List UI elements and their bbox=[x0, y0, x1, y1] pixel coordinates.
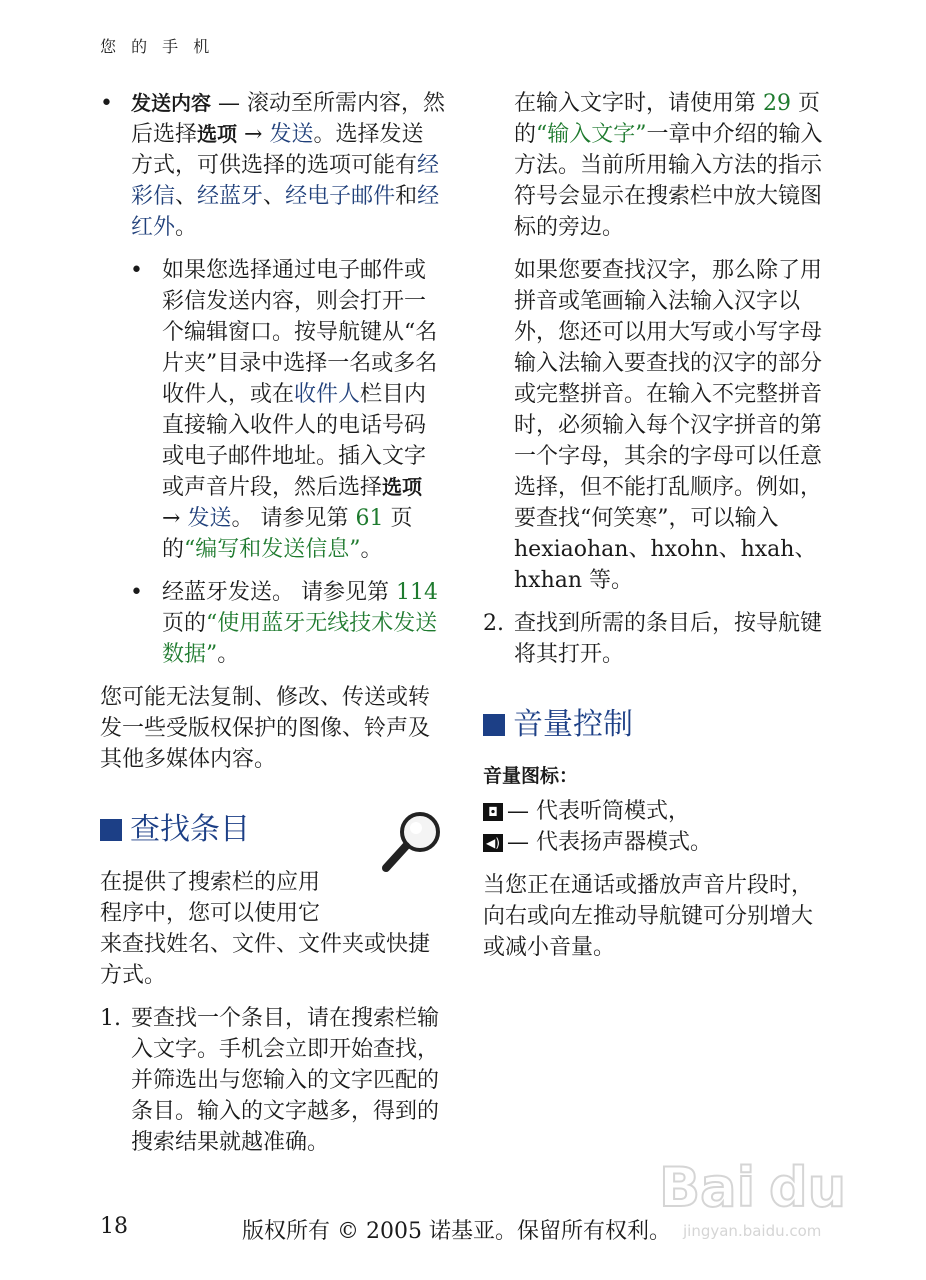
running-header: 您 的 手 机 bbox=[100, 37, 215, 56]
svg-text:jingyan.baidu.com: jingyan.baidu.com bbox=[683, 1222, 822, 1240]
section-heading-volume: 音量控制 bbox=[483, 706, 828, 744]
bullet-marker: • bbox=[130, 258, 143, 283]
step-2: 2. 查找到所需的条目后，按导航键将其打开。 bbox=[483, 608, 828, 670]
step-1: 1. 要查找一个条目，请在搜索栏输入文字。手机会立即开始查找，并筛选出与您输入的文字匹配的条目。输入的文字越多，得到的搜索结果就越准确。 bbox=[100, 1003, 445, 1158]
volume-para: 当您正在通话或播放声音片段时，向右或向左推动导航键可分别增大或减小音量。 bbox=[483, 873, 814, 960]
link-write-send-message[interactable]: “编写和发送信息” bbox=[184, 537, 361, 562]
section-heading-find-items: 查找条目 bbox=[100, 811, 445, 849]
menu-send: 发送 bbox=[187, 506, 232, 531]
menu-send: 发送 bbox=[269, 122, 314, 147]
copyright-note: 您可能无法复制、修改、传送或转发一些受版权保护的图像、铃声及其他多媒体内容。 bbox=[100, 685, 431, 772]
earpiece-icon: ◘ bbox=[483, 803, 503, 821]
find-intro: 在提供了搜索栏的应用 程序中，您可以使用它 来查找姓名、文件、文件夹或快捷方式。 bbox=[100, 870, 431, 988]
page-ref-29[interactable]: 29 bbox=[763, 91, 791, 116]
right-column bbox=[483, 88, 828, 975]
term-send-content: 发送内容 bbox=[131, 91, 211, 115]
step-number: 2. bbox=[483, 611, 504, 636]
copyright-footer: 版权所有 © 2005 诺基亚。保留所有权利。 bbox=[242, 1219, 671, 1244]
option-mms: 经彩信 bbox=[131, 153, 440, 209]
svg-text:Bai: Bai bbox=[659, 1156, 756, 1219]
page-ref-114[interactable]: 114 bbox=[396, 580, 438, 605]
baidu-watermark-logo bbox=[655, 1140, 885, 1250]
field-recipient: 收件人 bbox=[294, 382, 361, 407]
left-column bbox=[100, 88, 445, 1170]
page-number: 18 bbox=[100, 1214, 128, 1239]
menu-options: 选项 bbox=[197, 122, 238, 146]
sub-bullet-email-mms: • 如果您选择通过电子邮件或彩信发送内容，则会打开一个编辑窗口。按导航键从“名片夹”目录中选择一名或多名收件人，或在收件人栏目内直接输入收件人的电话号码或电子邮件地址。插入文字或声音片段，然后选择选项 → 发送。 请参见第 61 页的“编写和发送信息”。 bbox=[100, 255, 445, 565]
option-bluetooth: 经蓝牙 bbox=[197, 184, 264, 209]
sub-bullet-bluetooth: • 经蓝牙发送。 请参见第 114 页的“使用蓝牙无线技术发送数据”。 bbox=[100, 577, 445, 670]
input-method-para: 在输入文字时，请使用第 29 页的“输入文字”一章中介绍的输入方法。当前所用输入方法的指示符号会显示在搜索栏中放大镜图标的旁边。 bbox=[514, 91, 823, 240]
menu-options: 选项 bbox=[382, 475, 423, 499]
volume-icons-label: 音量图标： bbox=[483, 765, 579, 787]
link-bluetooth-send[interactable]: “使用蓝牙无线技术发送数据” bbox=[162, 611, 438, 667]
svg-text:du: du bbox=[769, 1156, 847, 1219]
link-input-text[interactable]: “输入文字” bbox=[536, 122, 647, 147]
speaker-mode-line: ◀) — 代表扬声器模式。 bbox=[483, 827, 828, 858]
loudspeaker-icon: ◀) bbox=[483, 834, 503, 852]
step-number: 1. bbox=[100, 1006, 121, 1031]
earpiece-mode-line: ◘ — 代表听筒模式， bbox=[483, 796, 828, 827]
bullet-marker: • bbox=[130, 580, 143, 605]
option-infrared: 经红外 bbox=[131, 184, 440, 240]
magnifier-icon bbox=[380, 808, 446, 874]
bullet-marker: • bbox=[100, 91, 113, 116]
heading-square-icon bbox=[100, 819, 122, 841]
bullet-send-content: • 发送内容 — 滚动至所需内容，然后选择选项 → 发送。选择发送方式，可供选择的选项可能有经彩信、经蓝牙、经电子邮件和经红外。 bbox=[100, 88, 445, 243]
heading-square-icon bbox=[483, 714, 505, 736]
chinese-search-para: 如果您要查找汉字，那么除了用拼音或笔画输入法输入汉字以外，您还可以用大写或小写字母输入法输入要查找的汉字的部分或完整拼音。在输入不完整拼音时，必须输入每个汉字拼音的第一个字母，其余的字母可以任意选择，但不能打乱顺序。例如，要查找“何笑寒”，可以输入 hexiaohan、hxohn、hxah、hxhan 等。 bbox=[514, 258, 823, 593]
option-email: 经电子邮件 bbox=[285, 184, 396, 209]
page-ref-61[interactable]: 61 bbox=[355, 506, 384, 531]
